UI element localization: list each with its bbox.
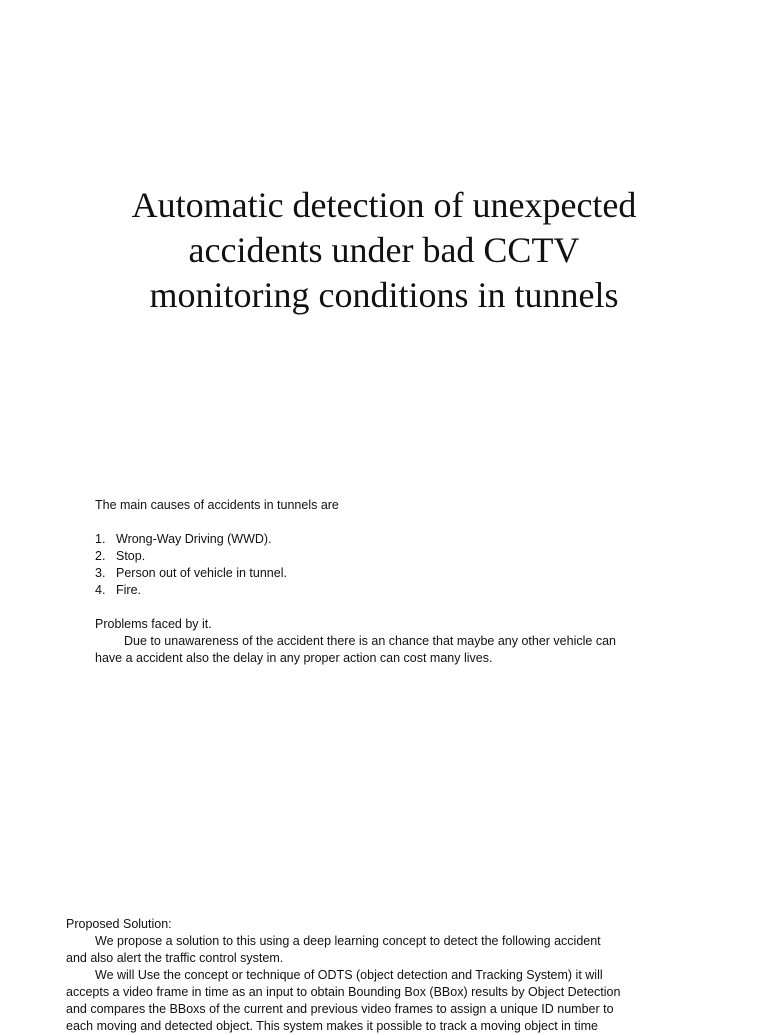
causes-intro: The main causes of accidents in tunnels are xyxy=(95,498,339,512)
problems-heading: Problems faced by it. xyxy=(95,617,212,631)
list-item xyxy=(95,531,655,548)
problems-text-line: have a accident also the delay in any proper action can cost many lives. xyxy=(95,651,493,665)
title-line: monitoring conditions in tunnels xyxy=(149,275,619,315)
list-text: Fire. xyxy=(116,583,141,597)
solution-text-line: We will Use the concept or technique of ODTS (object detection and Tracking System) it will xyxy=(95,968,603,982)
problems-text-line: Due to unawareness of the accident there is an chance that maybe any other vehicle can xyxy=(124,634,616,648)
list-number: 4. xyxy=(95,583,106,597)
list-text: Person out of vehicle in tunnel. xyxy=(116,566,287,580)
list-item xyxy=(95,582,655,599)
title-line: Automatic detection of unexpected xyxy=(131,185,637,225)
document-title xyxy=(64,183,704,318)
solution-text-line: and compares the BBoxs of the current and previous video frames to assign a unique ID number to xyxy=(66,1002,614,1016)
list-text: Wrong-Way Driving (WWD). xyxy=(116,532,272,546)
title-line: accidents under bad CCTV xyxy=(188,230,580,270)
list-number: 3. xyxy=(95,566,106,580)
causes-section xyxy=(95,497,655,667)
solution-section xyxy=(66,916,656,1035)
solution-text-line: We propose a solution to this using a deep learning concept to detect the following accident xyxy=(95,934,601,948)
solution-text-line: accepts a video frame in time as an input to obtain Bounding Box (BBox) results by Object Detection xyxy=(66,985,621,999)
list-number: 1. xyxy=(95,532,106,546)
solution-text-line: each moving and detected object. This system makes it possible to track a moving object in time xyxy=(66,1019,598,1033)
list-item xyxy=(95,548,655,565)
list-text: Stop. xyxy=(116,549,146,563)
solution-heading: Proposed Solution: xyxy=(66,917,172,931)
list-item xyxy=(95,565,655,582)
list-number: 2. xyxy=(95,549,106,563)
solution-text-line: and also alert the traffic control system. xyxy=(66,951,284,965)
causes-list xyxy=(95,531,655,599)
